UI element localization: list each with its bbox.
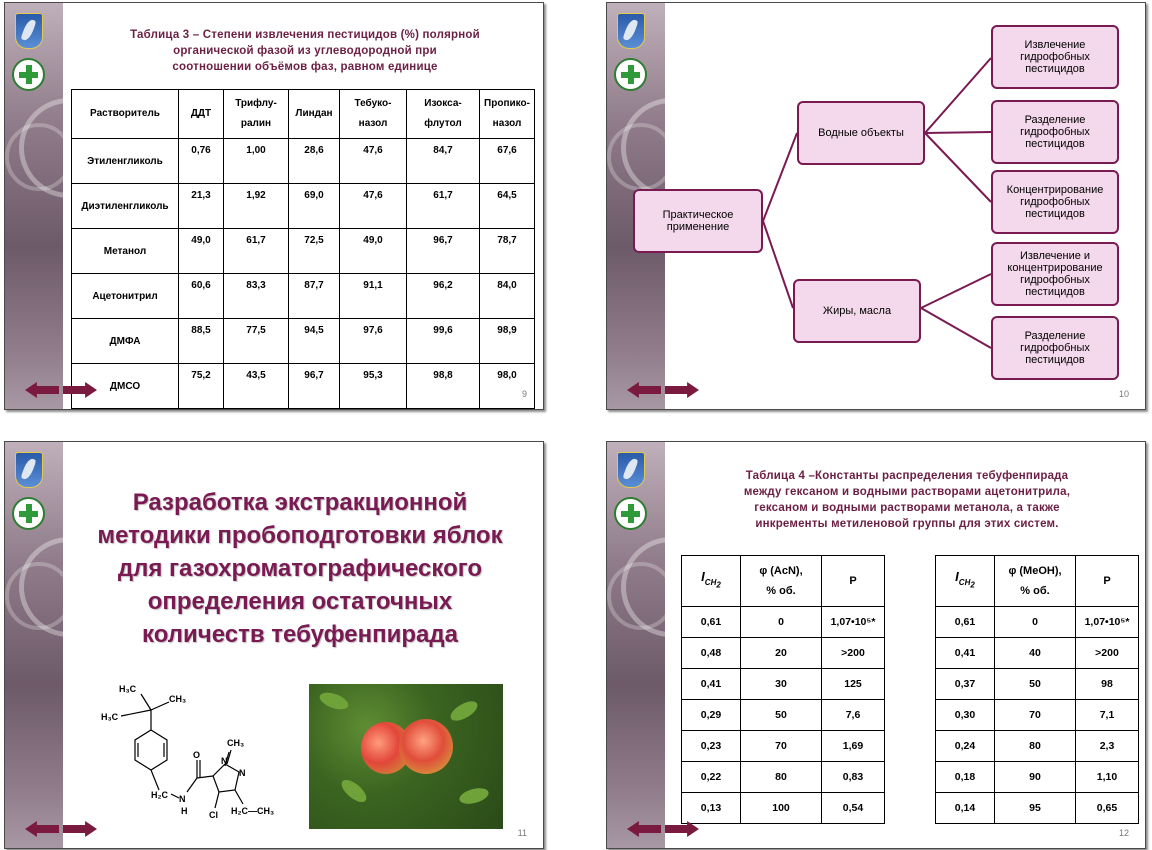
next-slide-arrow-icon[interactable]	[63, 821, 97, 837]
medical-cross-logo-icon	[12, 58, 45, 91]
diagram-leaf-node: Разделение гидрофобных пестицидов	[991, 100, 1119, 164]
table-cell: 0,30	[936, 700, 995, 731]
table-cell: 61,7	[407, 184, 480, 229]
table-cell: 0,41	[682, 669, 741, 700]
table-cell: 1,00	[224, 139, 289, 184]
molecule-label: H₃C	[101, 712, 119, 722]
table-cell: 90	[995, 762, 1076, 793]
header-cell: $I_{CH_2}$	[682, 556, 741, 607]
slide-navigation	[25, 382, 101, 403]
prev-slide-arrow-icon[interactable]	[25, 382, 59, 398]
table-cell: 50	[995, 669, 1076, 700]
table-row	[936, 638, 1139, 669]
table-cell: 1,07•10⁵*	[1076, 607, 1139, 638]
table-cell: 43,5	[224, 364, 289, 409]
table-cell: 60,6	[179, 274, 224, 319]
table-cell: 95,3	[340, 364, 407, 409]
slide-10[interactable]	[606, 2, 1146, 410]
table-cell: 0	[741, 607, 822, 638]
university-emblem-icon	[15, 452, 43, 488]
molecule-label: Cl	[209, 810, 218, 820]
table-header-row	[72, 90, 535, 139]
molecule-label: H₂C	[151, 790, 168, 800]
table-cell: 91,1	[340, 274, 407, 319]
table-cell: >200	[1076, 638, 1139, 669]
table-cell: 80	[741, 762, 822, 793]
table-cell: 75,2	[179, 364, 224, 409]
table-cell: 96,7	[407, 229, 480, 274]
slide-title: Разработка экстракционной методики пробоподготовки яблок для газохроматографического определения остаточных количеств тебуфенпирада	[97, 489, 503, 648]
table-cell: 67,6	[480, 139, 535, 184]
prev-slide-arrow-icon[interactable]	[627, 821, 661, 837]
table-cell: 0,24	[936, 731, 995, 762]
table-cell: 84,7	[407, 139, 480, 184]
table-cell: 1,69	[822, 731, 885, 762]
table-cell: 0,76	[179, 139, 224, 184]
table-cell: 0,22	[682, 762, 741, 793]
next-slide-arrow-icon[interactable]	[63, 382, 97, 398]
table-cell: 0,83	[822, 762, 885, 793]
table-cell: 94,5	[289, 319, 340, 364]
table-cell: 98	[1076, 669, 1139, 700]
header-cell: φ (MeOH), % об.	[995, 556, 1076, 607]
meoh-table	[935, 555, 1139, 824]
slide-navigation	[25, 821, 101, 842]
table-header-row	[682, 556, 885, 607]
table-cell: 88,5	[179, 319, 224, 364]
table-cell: 0,61	[936, 607, 995, 638]
table-cell: 21,3	[179, 184, 224, 229]
table-cell: 49,0	[340, 229, 407, 274]
header-cell: Изокса- флутол	[407, 90, 480, 139]
molecule-label: N	[179, 794, 186, 804]
table-cell: 70	[741, 731, 822, 762]
diagram-leaf-node: Извлечение и концентрирование гидрофобных пестицидов	[991, 242, 1119, 306]
table-cell: 98,9	[480, 319, 535, 364]
table-cell: 1,10	[1076, 762, 1139, 793]
table-row	[72, 139, 535, 184]
header-cell: P	[822, 556, 885, 607]
table-cell: 0,23	[682, 731, 741, 762]
row-label: ДМФА	[72, 319, 179, 364]
acn-table	[681, 555, 885, 824]
table-row	[682, 762, 885, 793]
table-cell: 95	[995, 793, 1076, 824]
table-row	[936, 700, 1139, 731]
header-cell: P	[1076, 556, 1139, 607]
table-cell: 0	[995, 607, 1076, 638]
table-cell: 1,07•10⁵*	[822, 607, 885, 638]
diagram-root-node: Практическое применение	[633, 189, 763, 253]
table-row	[682, 607, 885, 638]
table-cell: 96,2	[407, 274, 480, 319]
table-header-row	[936, 556, 1139, 607]
table-row	[682, 669, 885, 700]
row-label: ДМСО	[72, 364, 179, 409]
diagram-node-water: Водные объекты	[797, 101, 925, 165]
table-cell: 7,6	[822, 700, 885, 731]
apples-photo	[309, 684, 503, 829]
row-label: Диэтиленгликоль	[72, 184, 179, 229]
table-row	[72, 184, 535, 229]
slide-9[interactable]	[4, 2, 544, 410]
table-cell: 98,8	[407, 364, 480, 409]
table-row	[72, 364, 535, 409]
table-row	[682, 700, 885, 731]
table-cell: 100	[741, 793, 822, 824]
table-row	[682, 793, 885, 824]
header-cell: φ (AcN), % об.	[741, 556, 822, 607]
table-row	[936, 731, 1139, 762]
table-caption: Таблица 4 –Константы распределения тебуфенпирада между гексаном и водными растворами ацетонитрила, гексаном и водными растворами метанола, а также инкременты метиленовой группы для этих систем.	[743, 470, 1071, 530]
tebufenpyrad-structure	[99, 680, 289, 830]
table-cell: 0,18	[936, 762, 995, 793]
table-cell: 1,92	[224, 184, 289, 229]
row-label: Метанол	[72, 229, 179, 274]
page-number: 10	[1118, 389, 1129, 399]
table-row	[936, 607, 1139, 638]
molecule-label: N	[221, 756, 228, 766]
molecule-label: H	[181, 806, 188, 816]
extraction-table	[71, 89, 535, 409]
molecule-label: H₂C—CH₃	[231, 806, 275, 816]
university-emblem-icon	[15, 13, 43, 49]
table-cell: 97,6	[340, 319, 407, 364]
molecule-label: CH₃	[227, 738, 245, 748]
slide-12[interactable]	[606, 441, 1146, 849]
table-cell: 30	[741, 669, 822, 700]
medical-cross-logo-icon	[614, 497, 647, 530]
table-cell: 20	[741, 638, 822, 669]
table-cell: 0,61	[682, 607, 741, 638]
table-cell: 40	[995, 638, 1076, 669]
row-label: Ацетонитрил	[72, 274, 179, 319]
table-row	[72, 229, 535, 274]
slide-navigation	[627, 382, 703, 403]
next-slide-arrow-icon[interactable]	[665, 821, 699, 837]
table-row	[682, 731, 885, 762]
table-cell: 84,0	[480, 274, 535, 319]
table-cell: 61,7	[224, 229, 289, 274]
header-cell: ДДТ	[179, 90, 224, 139]
header-cell: Линдан	[289, 90, 340, 139]
table-cell: 0,29	[682, 700, 741, 731]
diagram-leaf-node: Извлечение гидрофобных пестицидов	[991, 25, 1119, 89]
table-cell: 0,48	[682, 638, 741, 669]
table-cell: 80	[995, 731, 1076, 762]
table-cell: 47,6	[340, 184, 407, 229]
table-row	[936, 762, 1139, 793]
table-row	[72, 319, 535, 364]
table-cell: 69,0	[289, 184, 340, 229]
header-cell: Растворитель	[72, 90, 179, 139]
table-cell: 64,5	[480, 184, 535, 229]
header-cell: Пропико- назол	[480, 90, 535, 139]
row-label: Этиленгликоль	[72, 139, 179, 184]
diagram-node-fats: Жиры, масла	[793, 279, 921, 343]
table-cell: 0,37	[936, 669, 995, 700]
university-emblem-icon	[617, 452, 645, 488]
table-cell: 77,5	[224, 319, 289, 364]
diagram-leaf-node: Концентрирование гидрофобных пестицидов	[991, 170, 1119, 234]
table-cell: 70	[995, 700, 1076, 731]
table-cell: 47,6	[340, 139, 407, 184]
table-cell: 0,14	[936, 793, 995, 824]
molecule-label: CH₃	[169, 694, 187, 704]
molecule-label: N	[239, 768, 246, 778]
molecule-label: H₃C	[119, 684, 137, 694]
table-cell: 0,65	[1076, 793, 1139, 824]
next-slide-arrow-icon[interactable]	[665, 382, 699, 398]
page-number: 11	[517, 828, 527, 838]
table-cell: 99,6	[407, 319, 480, 364]
table-cell: 87,7	[289, 274, 340, 319]
table-cell: 125	[822, 669, 885, 700]
table-row	[682, 638, 885, 669]
prev-slide-arrow-icon[interactable]	[25, 821, 59, 837]
table-cell: 83,3	[224, 274, 289, 319]
table-cell: 50	[741, 700, 822, 731]
diagram-leaf-node: Разделение гидрофобных пестицидов	[991, 316, 1119, 380]
table-cell: 49,0	[179, 229, 224, 274]
header-cell: Трифлу- ралин	[224, 90, 289, 139]
table-row	[72, 274, 535, 319]
table-cell: >200	[822, 638, 885, 669]
page-number: 9	[521, 389, 527, 399]
medical-cross-logo-icon	[12, 497, 45, 530]
molecule-label: O	[193, 750, 201, 760]
table-cell: 0,13	[682, 793, 741, 824]
slide-11[interactable]	[4, 441, 544, 849]
table-cell: 0,41	[936, 638, 995, 669]
prev-slide-arrow-icon[interactable]	[627, 382, 661, 398]
table-cell: 72,5	[289, 229, 340, 274]
table-row	[936, 793, 1139, 824]
table-cell: 98,0	[480, 364, 535, 409]
table-cell: 7,1	[1076, 700, 1139, 731]
table-cell: 2,3	[1076, 731, 1139, 762]
table-row	[936, 669, 1139, 700]
table-cell: 96,7	[289, 364, 340, 409]
slide-navigation	[627, 821, 703, 842]
page-number: 12	[1118, 828, 1129, 838]
table-cell: 78,7	[480, 229, 535, 274]
header-cell: $I_{CH_2}$	[936, 556, 995, 607]
header-cell: Тебуко- назол	[340, 90, 407, 139]
table-cell: 0,54	[822, 793, 885, 824]
table-caption: Таблица 3 – Степени извлечения пестицидов (%) полярной органической фазой из углеводородной при соотношении объёмов фаз, равном единице	[130, 29, 480, 73]
table-cell: 28,6	[289, 139, 340, 184]
